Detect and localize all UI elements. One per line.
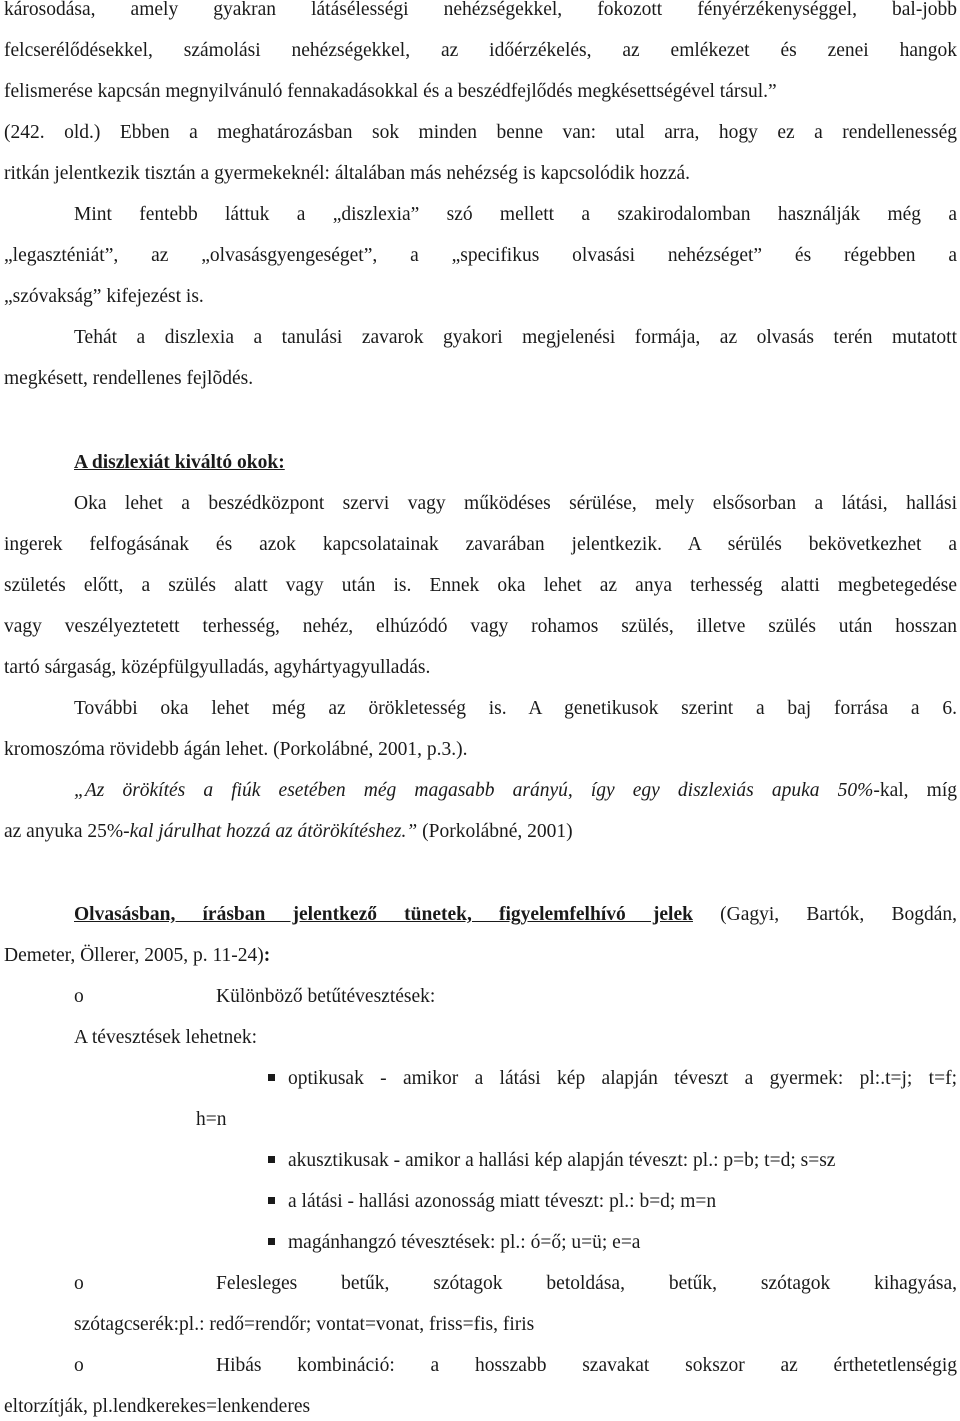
bullet-item: akusztikusak - amikor a hallási kép alapján téveszt: pl.: p=b; t=d; s=sz [288, 1150, 836, 1171]
square-bullet-icon [268, 1197, 275, 1204]
paragraph-line: károsodása, amely gyakran látásélességi nehézségekkel, fokozott fényérzékenységgel, bal-jobb [4, 0, 957, 20]
paragraph-line: megkésett, rendellenes fejlõdés. [4, 368, 254, 389]
quote-normal-text: az anyuka 25%- [4, 821, 130, 842]
square-bullet-icon [268, 1156, 275, 1163]
paragraph-line: vagy veszélyeztetett terhesség, nehéz, elhúzódó vagy rohamos szülés, illetve szülés után hosszan [4, 616, 957, 637]
square-bullet-icon [268, 1074, 275, 1081]
quote-italic-text: kal járulhat hozzá az átörökítéshez.” [129, 821, 418, 842]
paragraph-line: felismerése kapcsán megnyilvánuló fennakadásokkal és a beszédfejlődés megkésettségével társul.” [4, 81, 777, 102]
paragraph-line: felcserélődésekkel, számolási nehézségekkel, az időérzékelés, az emlékezet és zenei hangok [4, 40, 957, 61]
list-item-continuation: szótagcserék:pl.: redő=rendőr; vontat=vonat, friss=fis, firis [74, 1314, 535, 1335]
paragraph-line: További oka lehet még az örökletesség is. A genetikusok szerint a baj forrása a 6. [74, 698, 957, 719]
symptoms-heading [74, 903, 957, 927]
list-item-label: Hibás kombináció: a hosszabb szavakat sokszor az érthetetlenségig [216, 1355, 957, 1376]
bullet-continuation: h=n [196, 1109, 227, 1130]
paragraph-line: kromoszóma rövidebb ágán lehet. (Porkolábné, 2001, p.3.). [4, 739, 468, 760]
bullet-item: magánhangzó tévesztések: pl.: ó=ő; u=ü; e=a [288, 1232, 641, 1253]
list-item-continuation: eltorzítják, pl.lendkerekes=lenkenderes [4, 1396, 311, 1417]
symptoms-heading-title: Olvasásban, írásban jelentkező tünetek, figyelemfelhívó jelek [74, 904, 693, 925]
paragraph-line: ingerek felfogásának és azok kapcsolatainak zavarában jelentkezik. A sérülés bekövetkezhet a [4, 534, 957, 555]
symptoms-citation-end: Demeter, Öllerer, 2005, p. 11-24) [4, 945, 264, 966]
paragraph-line: születés előtt, a szülés alatt vagy után is. Ennek oka lehet az anya terhesség alatti megbetegedése [4, 575, 957, 596]
paragraph-line: tartó sárgaság, középfülgyulladás, agyhártyagyulladás. [4, 657, 431, 678]
square-bullet-icon [268, 1238, 275, 1245]
sub-heading: A tévesztések lehetnek: [74, 1027, 258, 1048]
quote-normal-text: kal, míg [879, 780, 957, 801]
symptoms-colon: : [263, 945, 271, 966]
list-marker-circle-icon: o [74, 986, 84, 1007]
bullet-item: optikusak - amikor a látási kép alapján téveszt a gyermek: pl:.t=j; t=f; [288, 1068, 957, 1089]
list-marker-circle-icon: o [74, 1355, 84, 1376]
paragraph-line: Tehát a diszlexia a tanulási zavarok gyakori megjelenési formája, az olvasás terén mutatott [74, 327, 957, 348]
quote-italic-text: „Az örökítés a fiúk esetében még magasabb arányú, így egy diszlexiás apuka 50%- [74, 780, 880, 801]
paragraph-line: ritkán jelentkezik tisztán a gyermekeknél: általában más nehézség is kapcsolódik hozzá. [4, 163, 691, 184]
list-item-label: Különböző betűtévesztések: [216, 986, 436, 1007]
paragraph-line: (242. old.) Ebben a meghatározásban sok minden benne van: utal arra, hogy ez a rendellenesség [4, 122, 957, 143]
bullet-item: a látási - hallási azonosság miatt téveszt: pl.: b=d; m=n [288, 1191, 717, 1212]
quote-line [74, 779, 957, 803]
section-heading-causes: A diszlexiát kiváltó okok: [74, 452, 285, 473]
paragraph-line: Oka lehet a beszédközpont szervi vagy működéses sérülése, mely elsősorban a látási, hallási [74, 493, 957, 514]
quote-citation: (Porkolábné, 2001) [417, 821, 573, 842]
symptoms-heading-citation: (Gagyi, Bartók, Bogdán, [692, 904, 957, 925]
quote-line [4, 820, 957, 844]
paragraph-line: Mint fentebb láttuk a „diszlexia” szó mellett a szakirodalomban használják még a [74, 204, 957, 225]
list-item-label: Felesleges betűk, szótagok betoldása, betűk, szótagok kihagyása, [216, 1273, 957, 1294]
list-marker-circle-icon: o [74, 1273, 84, 1294]
paragraph-line: „szóvakság” kifejezést is. [4, 286, 204, 307]
symptoms-heading-line2 [4, 944, 957, 968]
paragraph-line: „legaszténiát”, az „olvasásgyengeséget”, a „specifikus olvasási nehézséget” és régebben a [4, 245, 957, 266]
